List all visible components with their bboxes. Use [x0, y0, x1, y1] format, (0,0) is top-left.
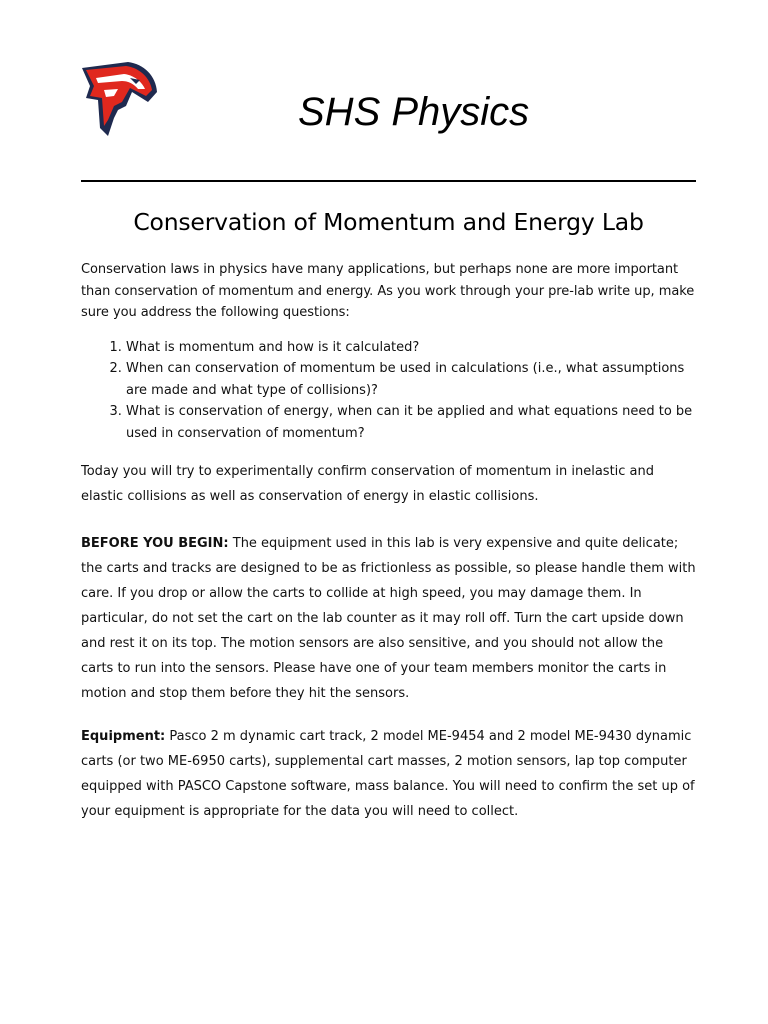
list-item: 2. When can conservation of momentum be used in calculations (i.e., what assumptions are made and what type of collisions)? — [126, 358, 699, 401]
equipment-label: Equipment: — [81, 729, 166, 744]
falcon-head-logo-icon — [78, 56, 158, 138]
document-body — [81, 259, 699, 824]
today-paragraph: Today you will try to experimentally confirm conservation of momentum in inelastic and elastic collisions as well as conservation of energy in elastic collisions. — [81, 464, 655, 504]
equipment-text: Pasco 2 m dynamic cart track, 2 model ME-9454 and 2 model ME-9430 dynamic carts (or two ME-6950 carts), supplemental cart masses, 2 motion sensors, lap top computer equipped with PASCO Capstone software, mass balance. You will need to confirm the set up of your equipment is appropriate for the data you will need to collect. — [81, 729, 695, 819]
equipment-paragraph — [81, 724, 699, 824]
school-title: SHS Physics — [298, 90, 530, 134]
header-divider — [81, 180, 696, 182]
lab-title: Conservation of Momentum and Energy Lab — [133, 208, 644, 236]
list-item: 3. What is conservation of energy, when can it be applied and what equations need to be used in conservation of momentum? — [126, 401, 699, 444]
before-you-begin-text: The equipment used in this lab is very expensive and quite delicate; the carts and tracks are designed to be as frictionless as possible, so please handle them with care. If you drop or allow the carts to collide at high speed, you may damage them. In particular, do not set the cart on the lab counter as it may roll off. Turn the cart upside down and rest it on its top. The motion sensors are also sensitive, and you should not allow the carts to run into the sensors. Please have one of your team members monitor the carts in motion and stop them before they hit the sensors. — [81, 536, 696, 701]
intro-paragraph: Conservation laws in physics have many applications, but perhaps none are more important than conservation of momentum and energy. As you work through your pre-lab write up, make sure you address the following questions: — [81, 262, 695, 320]
before-you-begin-label: BEFORE YOU BEGIN: — [81, 536, 229, 551]
question-list — [81, 337, 699, 445]
list-item: 1. What is momentum and how is it calculated? — [126, 337, 699, 359]
before-you-begin-paragraph — [81, 531, 699, 706]
